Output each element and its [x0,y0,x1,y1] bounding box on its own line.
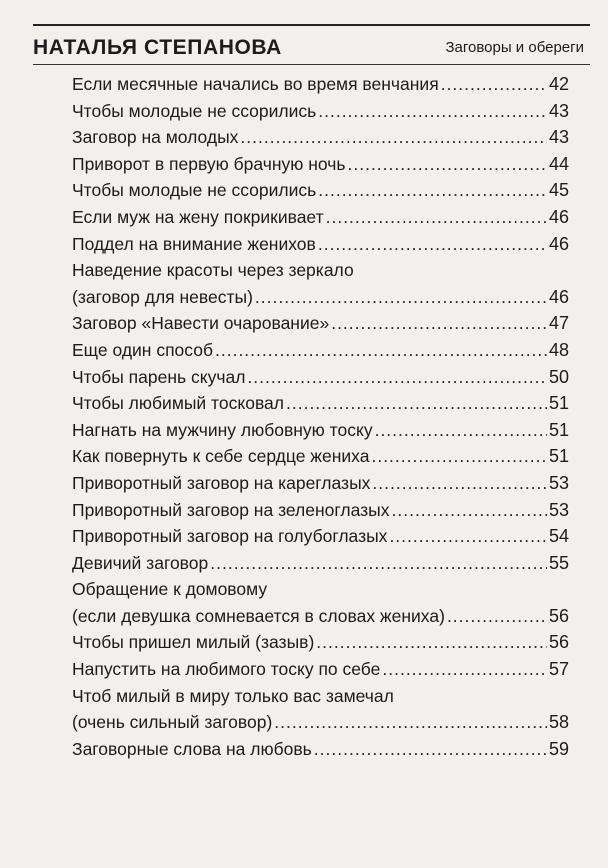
toc-line [72,284,569,311]
toc-line [72,364,569,391]
toc-title: Еще один способ [72,339,213,360]
toc-title: Девичий заговор [72,552,209,573]
dot-leader [215,337,547,364]
toc-title: Чтобы пришел милый (зазыв) [72,632,315,653]
dot-leader [318,231,547,258]
toc-page-number: 50 [548,366,569,387]
toc-page-number: 51 [548,446,569,467]
toc-page-number: 46 [548,206,569,227]
toc-title: Нагнать на мужчину любовную тоску [72,419,373,440]
toc-entry [72,310,569,337]
toc-title: Поддел на внимание женихов [72,233,316,254]
toc-title: Если месячные начались во время венчания [72,74,439,94]
toc-line [72,683,569,710]
toc-entry [72,390,569,417]
toc-page-number: 46 [548,286,569,307]
toc-page-number: 53 [548,499,569,520]
dot-leader [382,656,547,683]
dot-leader [331,310,547,337]
toc-title: Чтобы любимый тосковал [72,393,284,414]
toc-entry [72,177,569,204]
toc-line [72,177,569,204]
toc-line [72,550,569,577]
dot-leader [240,124,547,151]
toc-title: Напустить на любимого тоску по себе [72,659,381,680]
toc-page-number: 56 [548,632,569,653]
toc-entry [72,523,569,550]
dot-leader [210,550,547,577]
toc-line [72,71,569,98]
dot-leader [375,417,547,444]
toc-page-number: 44 [548,153,569,174]
dot-leader [314,736,547,763]
toc-entry [72,576,569,629]
toc-page-number: 58 [548,712,569,733]
toc-title: (заговор для невесты) [72,286,253,307]
dot-leader [326,204,547,231]
toc-entry [72,683,569,736]
toc-title: Чтобы молодые не ссорились [72,180,317,201]
toc-line [72,603,569,630]
toc-entry [72,124,569,151]
toc-page-number: 46 [548,233,569,254]
toc-page-number: 51 [548,419,569,440]
toc-entry [72,151,569,178]
dot-leader [316,629,547,656]
dot-leader [286,390,547,417]
toc-line [72,709,569,736]
toc-entry [72,204,569,231]
dot-leader [371,443,547,470]
running-header [33,34,590,64]
dot-leader [392,497,547,524]
toc-title: Заговорные слова на любовь [72,738,312,759]
toc-entry [72,417,569,444]
toc-entry [72,497,569,524]
book-title: Заговоры и обереги [445,39,584,56]
toc-line [72,231,569,258]
toc-entry [72,736,569,763]
toc-line [72,497,569,524]
dot-leader [372,470,547,497]
toc-page-number: 47 [548,313,569,334]
toc-line [72,257,569,284]
toc-entry [72,337,569,364]
toc-line [72,124,569,151]
dot-leader [247,364,547,391]
toc-page-number: 53 [548,472,569,493]
toc-page-number: 48 [548,339,569,360]
toc-entry [72,656,569,683]
toc-line [72,310,569,337]
toc-entry [72,470,569,497]
toc-title: Приворотный заговор на зеленоглазых [72,499,390,520]
toc-entry [72,550,569,577]
toc-page-number: 56 [548,605,569,626]
toc-line [72,417,569,444]
table-of-contents [72,71,569,762]
toc-title: Заговор на молодых [72,127,239,148]
toc-title: Если муж на жену покрикивает [72,206,324,227]
toc-title: Приворот в первую брачную ночь [72,153,346,174]
toc-line [72,656,569,683]
toc-line [72,523,569,550]
toc-title: Заговор «Навести очарование» [72,313,330,334]
dot-leader [348,151,547,178]
toc-page-number: 54 [548,526,569,547]
dot-leader [318,98,547,125]
toc-line [72,337,569,364]
toc-entry [72,71,569,98]
toc-entry [72,443,569,470]
dot-leader [318,177,547,204]
dot-leader [274,709,547,736]
dot-leader [447,603,547,630]
toc-title: Приворотный заговор на кареглазых [72,472,371,493]
toc-line [72,443,569,470]
toc-page-number: 43 [548,100,569,121]
toc-line [72,629,569,656]
toc-title: Обращение к домовому [72,579,268,600]
toc-title: (если девушка сомневается в словах жениха) [72,605,445,626]
author-name: НАТАЛЬЯ СТЕПАНОВА [33,36,282,59]
toc-page-number: 42 [548,74,569,94]
toc-page-number: 55 [548,552,569,573]
toc-line [72,151,569,178]
toc-entry [72,231,569,258]
toc-title: Приворотный заговор на голубоглазых [72,526,388,547]
toc-page-number: 51 [548,393,569,414]
toc-title: Чтоб милый в миру только вас замечал [72,685,394,706]
toc-title: Чтобы парень скучал [72,366,246,387]
dot-leader [441,71,547,98]
toc-line [72,390,569,417]
toc-page-number: 57 [548,659,569,680]
toc-line [72,204,569,231]
toc-line [72,470,569,497]
dot-leader [389,523,547,550]
toc-title: Чтобы молодые не ссорились [72,100,317,121]
toc-title: (очень сильный заговор) [72,712,273,733]
dot-leader [255,284,547,311]
toc-entry [72,629,569,656]
toc-line [72,576,569,603]
toc-page-number: 45 [548,180,569,201]
toc-page-number: 59 [548,738,569,759]
toc-title: Наведение красоты через зеркало [72,260,354,281]
header-rule [33,64,590,65]
toc-line [72,736,569,763]
top-rule [33,24,590,26]
toc-entry [72,364,569,391]
toc-page-number: 43 [548,127,569,148]
toc-entry [72,257,569,310]
toc-line [72,98,569,125]
toc-entry [72,98,569,125]
toc-title: Как повернуть к себе сердце жениха [72,446,370,467]
